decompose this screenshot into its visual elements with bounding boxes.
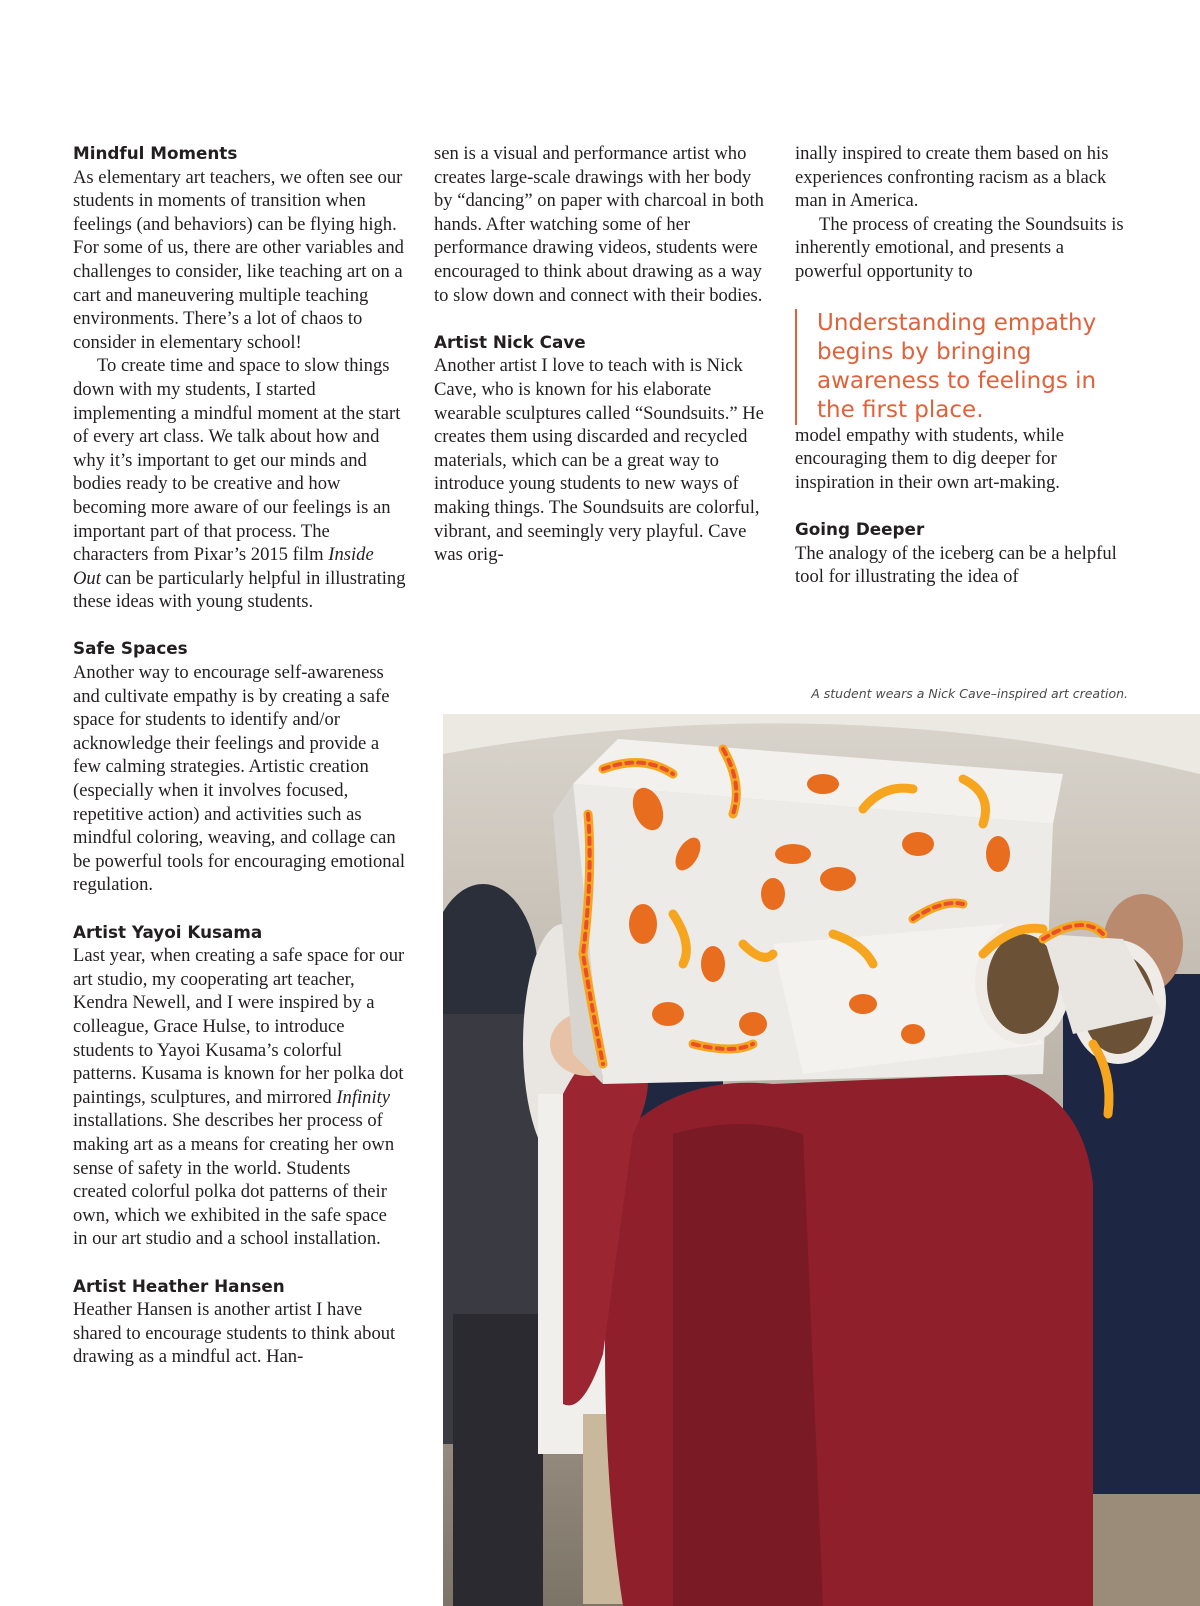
paragraph: inally inspired to create them based on his experiences confronting racism as a black man in America.	[795, 143, 1109, 212]
paragraph: To create time and space to slow things down with my students, I started implementing a mindful moment at the start of every art class. We talk about how and why it’s important to get our minds and bodies ready to be creative and how becoming more aware of our feelings is an important part of that process. The characters from Pixar’s 2015 film Inside Out can be particularly helpful in illustrating these ideas with young students.	[73, 355, 406, 613]
heading-artist-nick-cave: Artist Nick Cave	[434, 331, 586, 352]
pull-quote: Understanding empathy begins by bringing awareness to feelings in the first place.	[795, 309, 1140, 425]
heading-artist-kusama: Artist Yayoi Kusama	[73, 921, 263, 942]
photo-caption: A student wears a Nick Cave–inspired art creation.	[811, 686, 1128, 701]
film-title: Inside Out	[73, 544, 374, 589]
column-1	[73, 142, 406, 1369]
paragraph: The process of creating the Soundsuits is inherently emotional, and presents a powerful opportunity to	[795, 213, 1124, 282]
paragraph: The analogy of the iceberg can be a helpful tool for illustrating the idea of	[795, 542, 1117, 588]
paragraph: As elementary art teachers, we often see our students in moments of transition when feelings (and behaviors) can be flying high. For some of us, there are other variables and challenges to consider, like teaching art on a cart and maneuvering multiple teaching environments. There’s a lot of chaos to consider in elementary school!	[73, 166, 404, 353]
paragraph: Another way to encourage self-awareness and cultivate empathy is by creating a safe space for students to identify and/or acknowledge their feelings and provide a few calming strategies. Artistic creation (especially when it involves focused, repetitive action) and activities such as mindful coloring, weaving, and collage can be powerful tools for encouraging emotional regulation.	[73, 662, 406, 896]
paragraph: Another artist I love to teach with is Nick Cave, who is known for his elaborate wearable sculptures called “Soundsuits.” He creates them using discarded and recycled materials, which can be a great way to introduce young students to new ways of making things. The Soundsuits are colorful, vibrant, and seemingly very playful. Cave was orig-	[434, 355, 764, 566]
heading-mindful-moments: Mindful Moments	[73, 143, 238, 163]
heading-going-deeper: Going Deeper	[795, 518, 925, 539]
heading-safe-spaces: Safe Spaces	[73, 638, 188, 659]
paragraph: sen is a visual and performance artist who creates large-scale drawings with her body by “dancing” on paper with charcoal in both hands. After watching some of her performance drawing videos, students were encouraged to think about drawing as a way to slow down and connect with their bodies.	[434, 143, 764, 306]
photo-student-soundsuit	[443, 714, 1200, 1606]
heading-artist-hansen: Artist Heather Hansen	[73, 1275, 285, 1296]
paragraph: Heather Hansen is another artist I have shared to encourage students to think about drawing as a mindful act. Han-	[73, 1299, 396, 1368]
column-2	[434, 142, 769, 567]
paragraph: model empathy with students, while encouraging them to dig deeper for inspiration in their own art-making.	[795, 424, 1065, 493]
installation-title: Infinity	[336, 1086, 391, 1108]
paragraph: Last year, when creating a safe space for our art studio, my cooperating art teacher, Kendra Newell, and I were inspired by a colleague, Grace Hulse, to introduce students to Yayoi Kusama’s colorful patterns. Kusama is known for her polka dot paintings, sculptures, and mirrored Infinity installations. She describes her process of making art as a means for creating her own sense of safety in the world. Students created colorful polka dot patterns of their own, which we exhibited in the safe space in our art studio and a school installation.	[73, 945, 405, 1250]
